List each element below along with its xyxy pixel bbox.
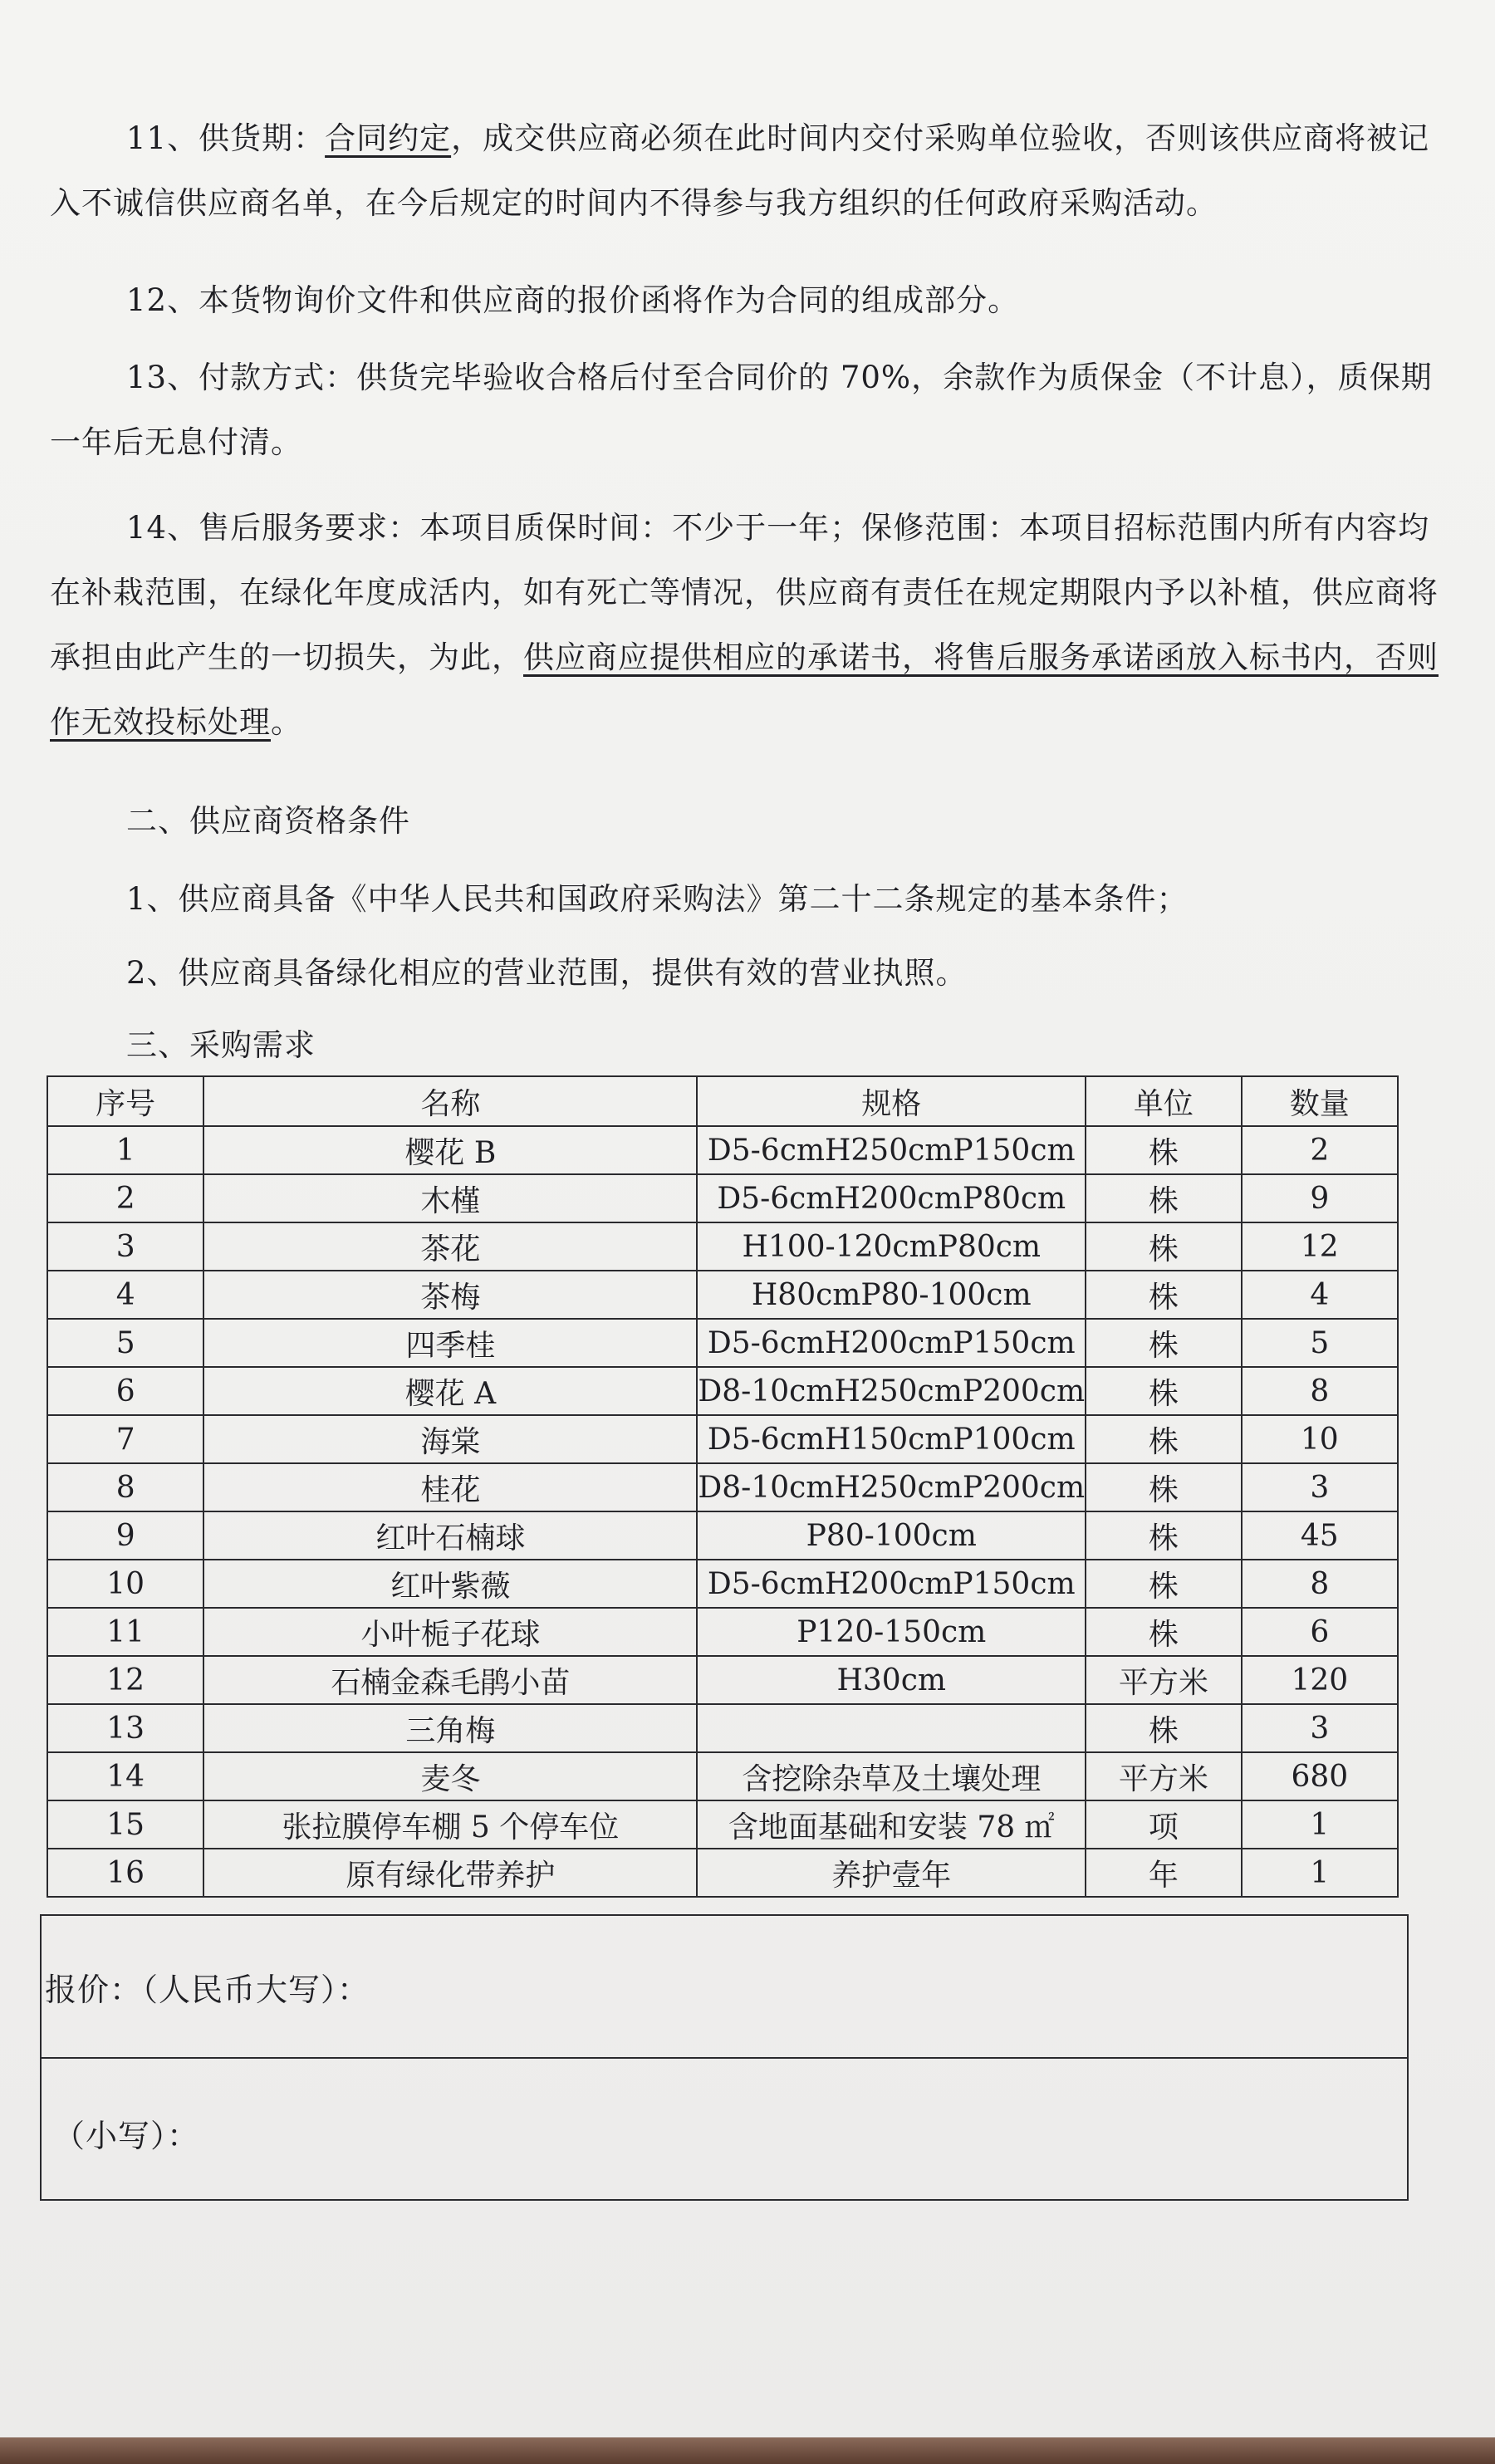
clause-13-payment-terms: 13、付款方式：供货完毕验收合格后付至合同价的 70%，余款作为质保金（不计息），质保期一年后无息付清。 bbox=[50, 360, 1433, 460]
cell-unit: 平方米 bbox=[1086, 1656, 1242, 1704]
table-row bbox=[47, 1367, 1398, 1415]
cell-name: 麦冬 bbox=[203, 1752, 697, 1800]
cell-qty: 8 bbox=[1242, 1560, 1398, 1608]
cell-name: 红叶石楠球 bbox=[203, 1511, 697, 1560]
cell-name: 桂花 bbox=[203, 1463, 697, 1511]
clause-11-delivery-period bbox=[50, 106, 1445, 236]
cell-spec: 含挖除杂草及土壤处理 bbox=[697, 1752, 1086, 1800]
cell-spec: 养护壹年 bbox=[697, 1849, 1086, 1897]
cell-spec: P80-100cm bbox=[697, 1511, 1086, 1560]
table-row bbox=[47, 1800, 1398, 1849]
qualification-heading: 二、供应商资格条件 bbox=[126, 803, 410, 839]
quote-lowercase-row bbox=[42, 2057, 1407, 2198]
cell-qty: 3 bbox=[1242, 1463, 1398, 1511]
requirement-heading: 三、采购需求 bbox=[126, 1027, 316, 1063]
cell-spec: H30cm bbox=[697, 1656, 1086, 1704]
cell-unit: 株 bbox=[1086, 1560, 1242, 1608]
desk-surface bbox=[0, 2437, 1495, 2464]
table-row bbox=[47, 1560, 1398, 1608]
cell-spec: D8-10cmH250cmP200cm bbox=[697, 1367, 1086, 1415]
cell-no: 2 bbox=[47, 1174, 203, 1222]
cell-no: 13 bbox=[47, 1704, 203, 1752]
cell-no: 16 bbox=[47, 1849, 203, 1897]
cell-qty: 12 bbox=[1242, 1222, 1398, 1271]
clause-11-lead: 11、供货期： bbox=[126, 120, 326, 156]
quote-uppercase-row bbox=[42, 1916, 1407, 2057]
table-row bbox=[47, 1704, 1398, 1752]
quote-uppercase-label: 报价：（人民币大写）： bbox=[45, 1972, 370, 2008]
cell-no: 6 bbox=[47, 1367, 203, 1415]
cell-qty: 2 bbox=[1242, 1126, 1398, 1174]
table-row bbox=[47, 1222, 1398, 1271]
cell-name: 樱花 B bbox=[203, 1126, 697, 1174]
cell-name: 小叶栀子花球 bbox=[203, 1608, 697, 1656]
cell-qty: 120 bbox=[1242, 1656, 1398, 1704]
cell-spec: H80cmP80-100cm bbox=[697, 1271, 1086, 1319]
cell-no: 7 bbox=[47, 1415, 203, 1463]
header-name: 名称 bbox=[203, 1076, 697, 1126]
cell-qty: 6 bbox=[1242, 1608, 1398, 1656]
cell-name: 石楠金森毛鹃小苗 bbox=[203, 1656, 697, 1704]
header-unit: 单位 bbox=[1086, 1076, 1242, 1126]
cell-qty: 680 bbox=[1242, 1752, 1398, 1800]
header-qty: 数量 bbox=[1242, 1076, 1398, 1126]
cell-qty: 45 bbox=[1242, 1511, 1398, 1560]
table-row bbox=[47, 1849, 1398, 1897]
qualification-item-2: 2、供应商具备绿化相应的营业范围，提供有效的营业执照。 bbox=[126, 955, 968, 991]
table-row bbox=[47, 1608, 1398, 1656]
cell-name: 原有绿化带养护 bbox=[203, 1849, 697, 1897]
clause-12-contract-parts: 12、本货物询价文件和供应商的报价函将作为合同的组成部分。 bbox=[126, 282, 1020, 318]
cell-name: 三角梅 bbox=[203, 1704, 697, 1752]
cell-spec: P120-150cm bbox=[697, 1608, 1086, 1656]
cell-name: 樱花 A bbox=[203, 1367, 697, 1415]
cell-no: 9 bbox=[47, 1511, 203, 1560]
cell-no: 15 bbox=[47, 1800, 203, 1849]
qualification-item-1: 1、供应商具备《中华人民共和国政府采购法》第二十二条规定的基本条件； bbox=[126, 881, 1189, 917]
table-row bbox=[47, 1174, 1398, 1222]
cell-spec: D5-6cmH200cmP80cm bbox=[697, 1174, 1086, 1222]
cell-spec: D5-6cmH250cmP150cm bbox=[697, 1126, 1086, 1174]
cell-qty: 1 bbox=[1242, 1800, 1398, 1849]
cell-no: 11 bbox=[47, 1608, 203, 1656]
clause-14-end: 。 bbox=[271, 704, 302, 740]
cell-unit: 平方米 bbox=[1086, 1752, 1242, 1800]
cell-unit: 株 bbox=[1086, 1174, 1242, 1222]
quote-box bbox=[40, 1914, 1409, 2201]
cell-no: 5 bbox=[47, 1319, 203, 1367]
clause-14-underlined: 供应商应提供相应的承诺书，将售后服务承诺函放入标书内，否则作无效投标处理 bbox=[50, 639, 1439, 740]
cell-unit: 株 bbox=[1086, 1415, 1242, 1463]
cell-name: 四季桂 bbox=[203, 1319, 697, 1367]
clause-14-after-sales bbox=[50, 496, 1453, 755]
header-spec: 规格 bbox=[697, 1076, 1086, 1126]
cell-unit: 株 bbox=[1086, 1704, 1242, 1752]
cell-spec: 含地面基础和安装 78 ㎡ bbox=[697, 1800, 1086, 1849]
cell-spec bbox=[697, 1704, 1086, 1752]
quote-lowercase-label: （小写）： bbox=[53, 2118, 200, 2154]
table-row bbox=[47, 1271, 1398, 1319]
cell-spec: D5-6cmH150cmP100cm bbox=[697, 1415, 1086, 1463]
cell-no: 4 bbox=[47, 1271, 203, 1319]
table-row bbox=[47, 1752, 1398, 1800]
cell-unit: 株 bbox=[1086, 1126, 1242, 1174]
cell-unit: 年 bbox=[1086, 1849, 1242, 1897]
cell-unit: 株 bbox=[1086, 1608, 1242, 1656]
cell-spec: D5-6cmH200cmP150cm bbox=[697, 1319, 1086, 1367]
table-row bbox=[47, 1319, 1398, 1367]
table-row bbox=[47, 1463, 1398, 1511]
cell-no: 8 bbox=[47, 1463, 203, 1511]
cell-unit: 株 bbox=[1086, 1367, 1242, 1415]
cell-no: 14 bbox=[47, 1752, 203, 1800]
cell-qty: 10 bbox=[1242, 1415, 1398, 1463]
cell-unit: 株 bbox=[1086, 1271, 1242, 1319]
cell-qty: 1 bbox=[1242, 1849, 1398, 1897]
cell-qty: 9 bbox=[1242, 1174, 1398, 1222]
table-row bbox=[47, 1415, 1398, 1463]
cell-no: 3 bbox=[47, 1222, 203, 1271]
cell-spec: D8-10cmH250cmP200cm bbox=[697, 1463, 1086, 1511]
clause-11-rest: ，成交供应商必须在此时间内交付采购单位验收，否则该供应商将被记入不诚信供应商名单，在今后规定的时间内不得参与我方组织的任何政府采购活动。 bbox=[50, 120, 1430, 221]
cell-name: 木槿 bbox=[203, 1174, 697, 1222]
cell-unit: 项 bbox=[1086, 1800, 1242, 1849]
cell-qty: 5 bbox=[1242, 1319, 1398, 1367]
table-row bbox=[47, 1126, 1398, 1174]
cell-name: 海棠 bbox=[203, 1415, 697, 1463]
clause-14-lead: 14、售后服务要求：本项目质保时间：不少于一年；保修范围：本项目招标范围内所有内容均在补栽范围，在绿化年度成活内，如有死亡等情况，供应商有责任在规定期限内予以补植，供应商将承担由此产生的一切损失，为此， bbox=[50, 510, 1439, 675]
cell-spec: D5-6cmH200cmP150cm bbox=[697, 1560, 1086, 1608]
cell-name: 红叶紫薇 bbox=[203, 1560, 697, 1608]
table-row bbox=[47, 1511, 1398, 1560]
cell-unit: 株 bbox=[1086, 1222, 1242, 1271]
cell-name: 茶花 bbox=[203, 1222, 697, 1271]
cell-unit: 株 bbox=[1086, 1463, 1242, 1511]
procurement-table bbox=[47, 1075, 1399, 1898]
clause-11-underlined: 合同约定 bbox=[325, 120, 452, 156]
cell-name: 张拉膜停车棚 5 个停车位 bbox=[203, 1800, 697, 1849]
table-header-row bbox=[47, 1076, 1398, 1126]
cell-qty: 3 bbox=[1242, 1704, 1398, 1752]
cell-spec: H100-120cmP80cm bbox=[697, 1222, 1086, 1271]
cell-no: 10 bbox=[47, 1560, 203, 1608]
cell-qty: 4 bbox=[1242, 1271, 1398, 1319]
table-row bbox=[47, 1656, 1398, 1704]
cell-unit: 株 bbox=[1086, 1511, 1242, 1560]
cell-no: 1 bbox=[47, 1126, 203, 1174]
cell-name: 茶梅 bbox=[203, 1271, 697, 1319]
cell-unit: 株 bbox=[1086, 1319, 1242, 1367]
header-no: 序号 bbox=[47, 1076, 203, 1126]
cell-no: 12 bbox=[47, 1656, 203, 1704]
cell-qty: 8 bbox=[1242, 1367, 1398, 1415]
